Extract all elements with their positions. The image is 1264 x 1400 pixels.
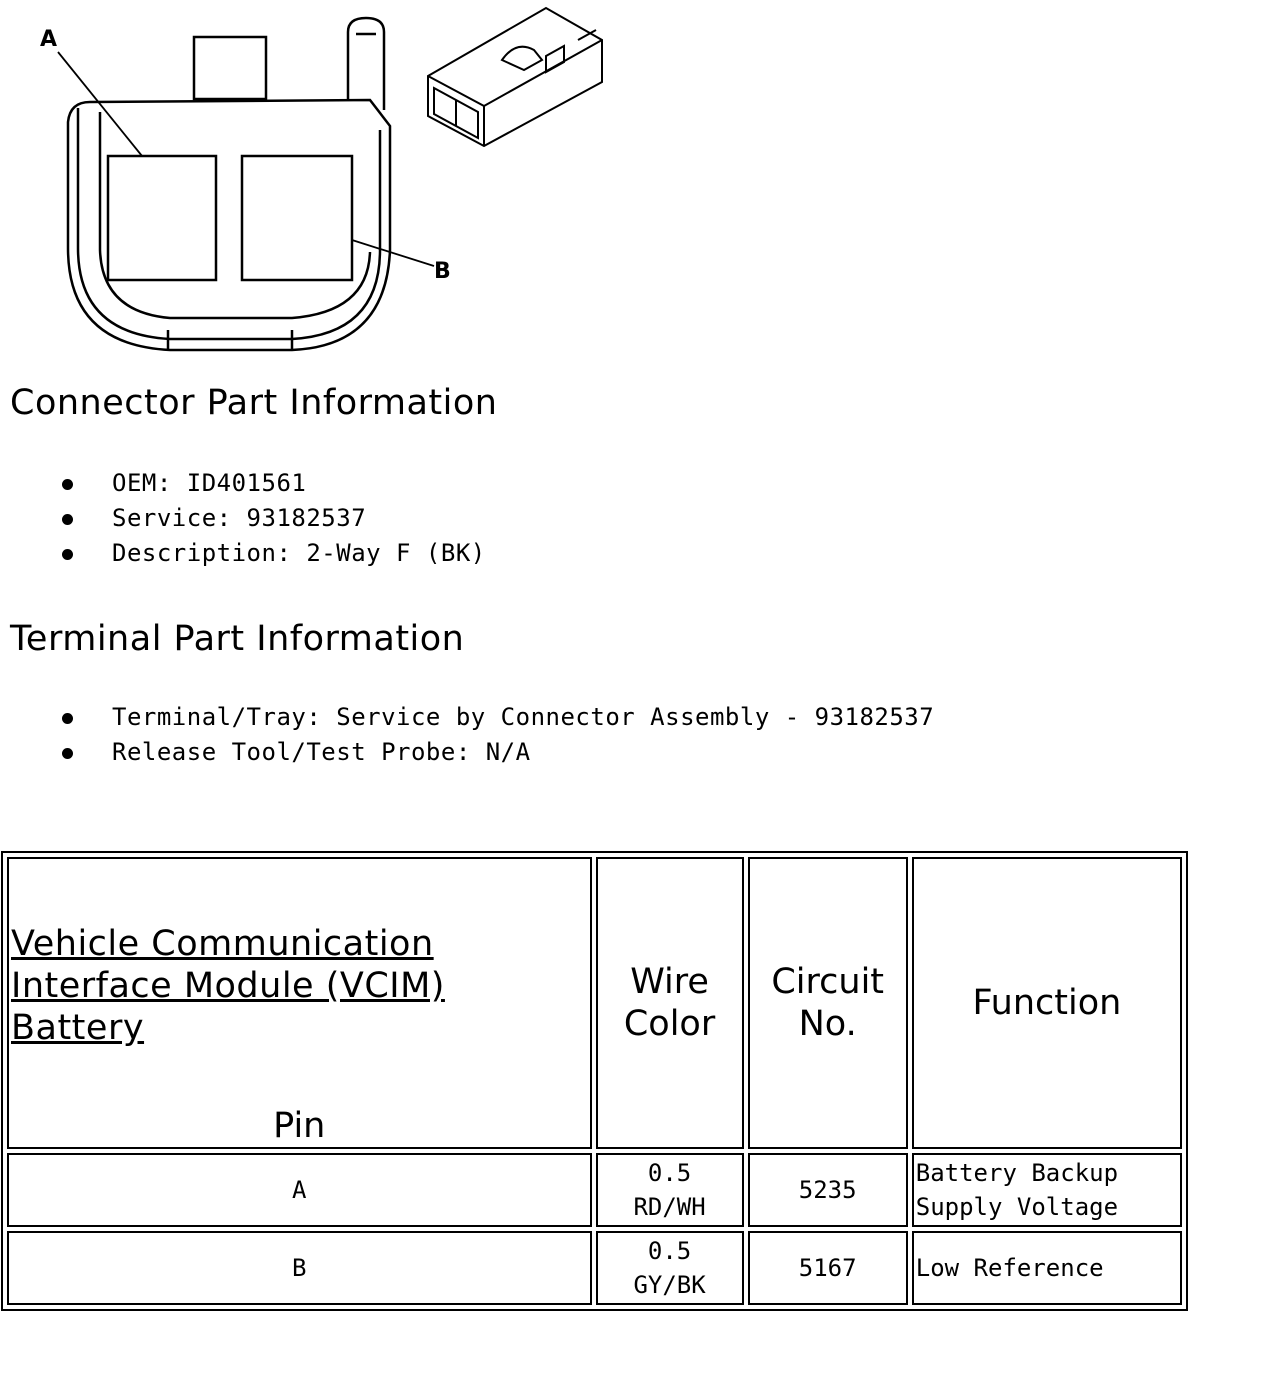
- cavity-a: [108, 156, 216, 280]
- connector-body: [68, 100, 390, 350]
- connector-diagram: [30, 0, 610, 360]
- bullet-icon: [62, 514, 73, 525]
- list-item: Service: 93182537: [0, 501, 486, 536]
- callout-b: B: [434, 259, 451, 284]
- cell-circuit: 5235: [748, 1153, 908, 1227]
- bullet-icon: [62, 713, 73, 724]
- table-row: [7, 1153, 1182, 1227]
- cell-pin: B: [7, 1231, 592, 1305]
- list-item: Description: 2-Way F (BK): [0, 536, 486, 571]
- cell-circuit: 5167: [748, 1231, 908, 1305]
- bullet-icon: [62, 549, 73, 560]
- header-wire-color: Wire Color: [596, 857, 744, 1149]
- connector-heading: Connector Part Information: [10, 383, 498, 423]
- header-pin: [7, 857, 592, 1149]
- cell-function: Battery Backup Supply Voltage: [912, 1153, 1182, 1227]
- cell-wire-color: 0.5 GY/BK: [596, 1231, 744, 1305]
- list-item: OEM: ID401561: [0, 466, 486, 501]
- bullet-icon: [62, 748, 73, 759]
- terminal-info-list: [0, 700, 934, 770]
- connector-latch-post: [348, 18, 384, 110]
- list-item: Release Tool/Test Probe: N/A: [0, 735, 934, 770]
- table-row: [7, 1231, 1182, 1305]
- leader-line-b: [352, 240, 434, 266]
- terminal-heading: Terminal Part Information: [10, 619, 465, 659]
- bullet-icon: [62, 479, 73, 490]
- connector-info-list: [0, 466, 486, 571]
- pinout-table: [1, 851, 1188, 1311]
- header-function: Function: [912, 857, 1182, 1149]
- callout-a: A: [40, 27, 58, 52]
- header-circuit: Circuit No.: [748, 857, 908, 1149]
- module-title: Vehicle Communication Interface Module (VCIM) Battery: [11, 924, 445, 1048]
- cell-pin: A: [7, 1153, 592, 1227]
- pin-label: Pin: [273, 1106, 326, 1146]
- connector-top-tab: [194, 37, 266, 99]
- cavity-b: [242, 156, 352, 280]
- list-item: Terminal/Tray: Service by Connector Assembly - 93182537: [0, 700, 934, 735]
- table-header-row: [7, 857, 1182, 1149]
- connector-isometric-icon: [428, 8, 602, 146]
- cell-wire-color: 0.5 RD/WH: [596, 1153, 744, 1227]
- cell-function: Low Reference: [912, 1231, 1182, 1305]
